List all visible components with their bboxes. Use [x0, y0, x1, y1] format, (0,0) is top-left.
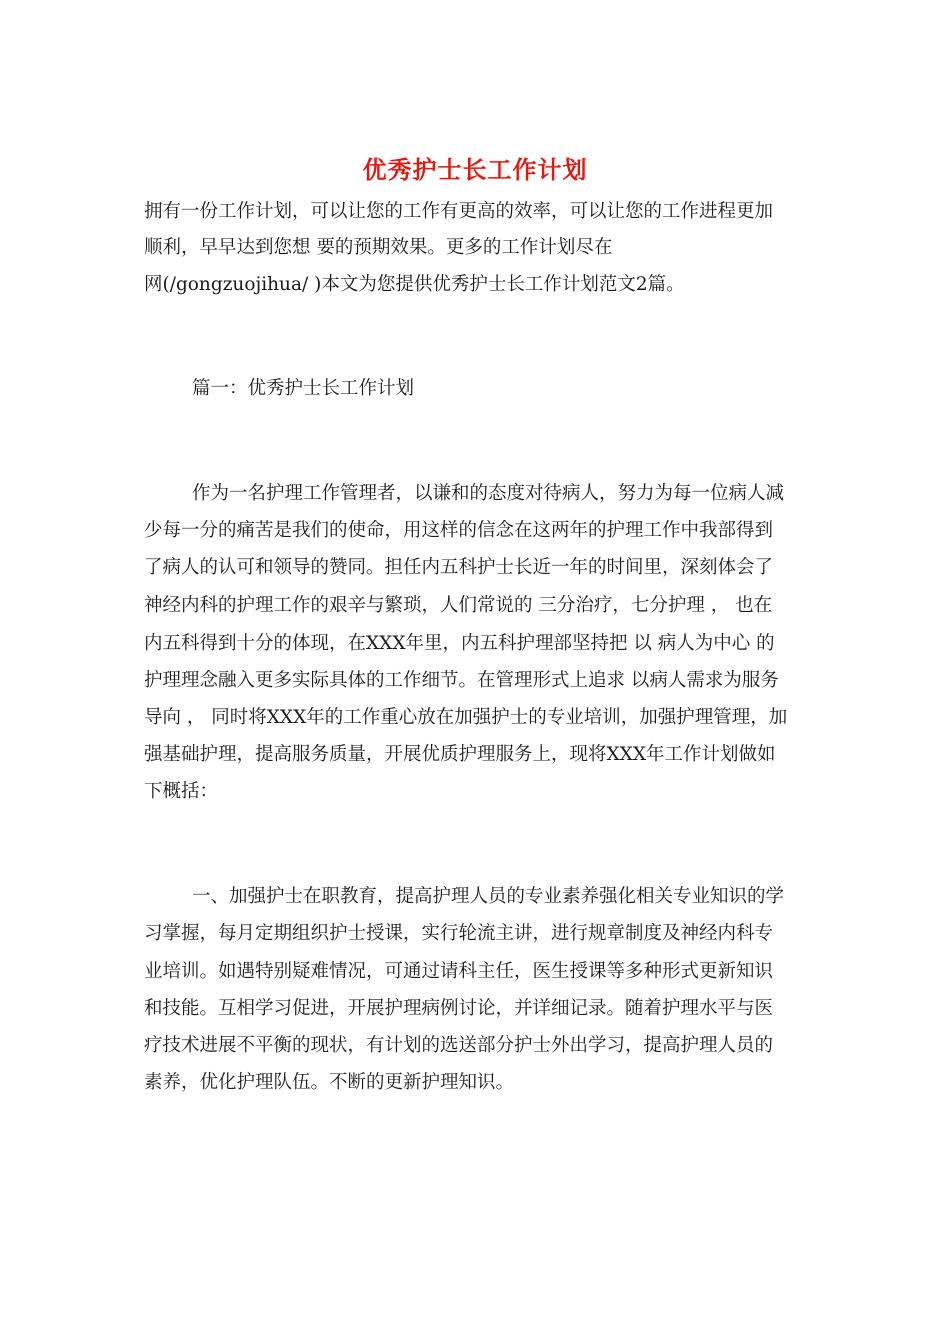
paragraph-line: 作为一名护理工作管理者，以谦和的态度对待病人，努力为每一位病人减 [192, 483, 785, 504]
paragraph-line: 少每一分的痛苦是我们的使命，用这样的信念在这两年的护理工作中我部得到 [144, 520, 774, 541]
paragraph-line: 神经内科的护理工作的艰辛与繁琐，人们常说的 三分治疗，七分护理 ， 也在 [144, 595, 773, 616]
paragraph-line: 习掌握，每月定期组织护士授课，实行轮流主讲，进行规章制度及神经内科专 [144, 923, 774, 944]
paragraph-line: 护理理念融入更多实际具体的工作细节。在管理形式上追求 以病人需求为服务 [144, 670, 779, 691]
paragraph-line: 业培训。如遇特别疑难情况，可通过请科主任，医生授课等多种形式更新知识 [144, 961, 774, 982]
section-heading: 篇一：优秀护士长工作计划 [192, 378, 415, 399]
paragraph-line: 强基础护理，提高服务质量，开展优质护理服务上，现将XXX年工作计划做如 [144, 744, 776, 765]
paragraph-line: 一、加强护士在职教育，提高护理人员的专业素养强化相关专业知识的学 [192, 886, 785, 907]
intro-line: 顺利，早早达到您想 要的预期效果。更多的工作计划尽在 [144, 237, 613, 258]
paragraph-line: 了病人的认可和领导的赞同。担任内五科护士长近一年的时间里，深刻体会了 [144, 557, 774, 578]
paragraph-line: 疗技术进展不平衡的现状，有计划的选送部分护士外出学习，提高护理人员的 [144, 1035, 774, 1056]
paragraph-line: 素养，优化护理队伍。不断的更新护理知识。 [144, 1072, 515, 1093]
intro-line: 拥有一份工作计划，可以让您的工作有更高的效率，可以让您的工作进程更加 [144, 201, 774, 222]
paragraph-line: 导向 ， 同时将XXX年的工作重心放在加强护士的专业培训，加强护理管理，加 [144, 707, 788, 728]
intro-line: 网(/gongzuojihua/ )本文为您提供优秀护士长工作计划范文2篇。 [144, 274, 685, 295]
paragraph-line: 下概括： [144, 781, 219, 802]
paragraph-line: 和技能。互相学习促进，开展护理病例讨论，并详细记录。随着护理水平与医 [144, 998, 774, 1019]
paragraph-line: 内五科得到十分的体现，在XXX年里，内五科护理部坚持把 以 病人为中心 的 [144, 633, 775, 654]
document-title: 优秀护士长工作计划 [362, 155, 588, 184]
